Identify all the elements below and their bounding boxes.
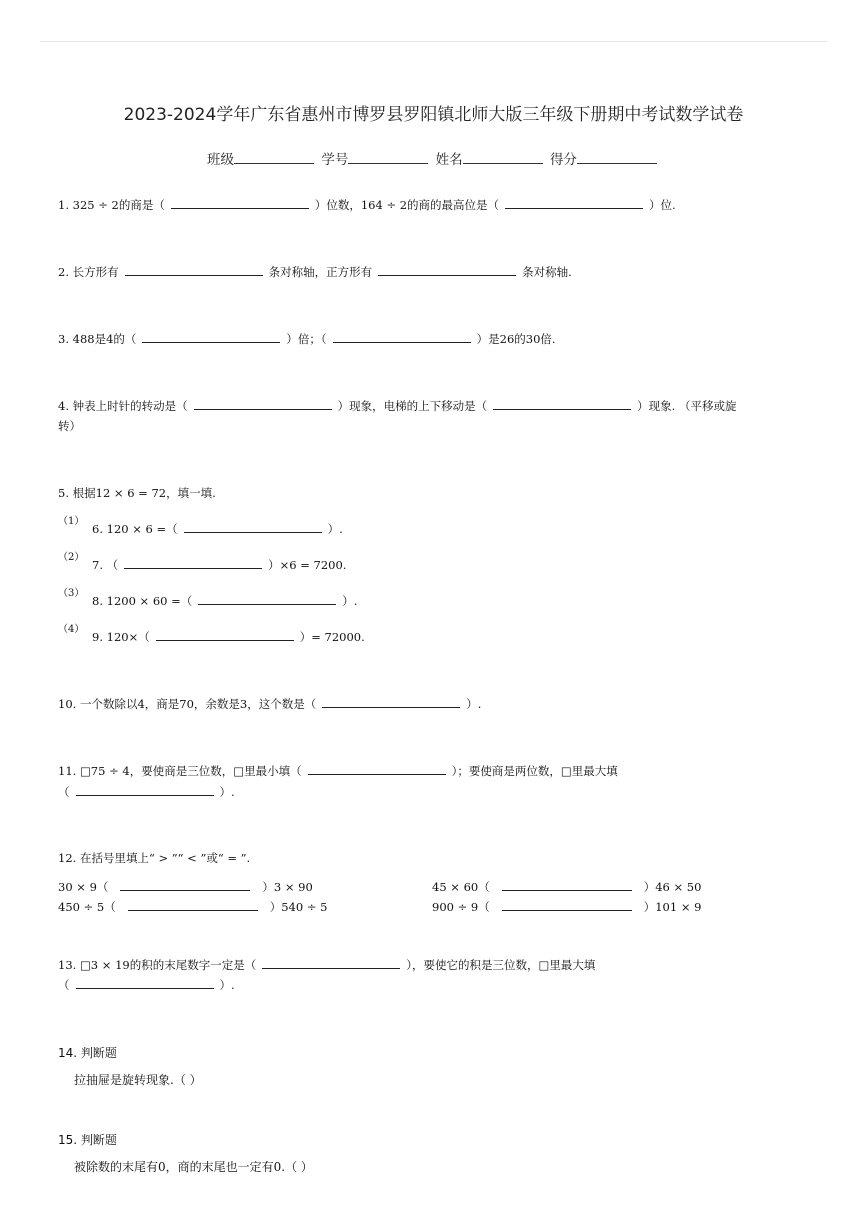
answer-blank[interactable] <box>156 629 294 641</box>
name-field[interactable] <box>463 151 543 164</box>
answer-blank[interactable] <box>128 899 258 911</box>
top-rule <box>40 41 827 42</box>
question-4-cont: 转） <box>58 419 81 433</box>
answer-blank[interactable] <box>76 784 214 796</box>
answer-blank[interactable] <box>124 557 262 569</box>
student-info-line <box>0 148 867 168</box>
answer-blank[interactable] <box>120 879 250 891</box>
question-14-body: 拉抽屉是旋转现象.（ ） <box>74 1073 202 1087</box>
question-11-cont: （ ）. <box>58 785 235 799</box>
question-13: 13. □3 × 19的积的末尾数字一定是（ ），要使它的积是三位数，□里最大填 <box>58 958 596 972</box>
sub-question-7: 7. （ ）×6 = 7200. <box>92 558 347 572</box>
answer-blank[interactable] <box>262 957 400 969</box>
class-label: 班级 <box>207 152 235 168</box>
question-13-cont: （ ）. <box>58 978 235 992</box>
name-label: 姓名 <box>435 152 463 168</box>
answer-blank[interactable] <box>502 899 632 911</box>
answer-blank[interactable] <box>322 696 460 708</box>
answer-blank[interactable] <box>184 521 322 533</box>
answer-blank[interactable] <box>125 264 263 276</box>
compare-item: 450 ÷ 5（ ）540 ÷ 5 <box>58 900 328 914</box>
question-5: 5. 根据12 × 6 = 72，填一填. <box>58 486 216 500</box>
answer-blank[interactable] <box>171 197 309 209</box>
student-id-field[interactable] <box>348 151 428 164</box>
question-10: 10. 一个数除以4，商是70，余数是3，这个数是（ ）. <box>58 697 482 711</box>
answer-blank[interactable] <box>502 879 632 891</box>
answer-blank[interactable] <box>198 593 336 605</box>
question-12: 12. 在括号里填上“ > ”“ < ”或“ = ”. <box>58 851 251 865</box>
question-2: 2. 长方形有 条对称轴，正方形有 条对称轴. <box>58 265 572 279</box>
student-id-label: 学号 <box>321 152 349 168</box>
answer-blank[interactable] <box>378 264 516 276</box>
compare-item: 45 × 60（ ）46 × 50 <box>432 880 702 894</box>
sub-tag: （4） <box>58 624 85 635</box>
answer-blank[interactable] <box>308 763 446 775</box>
score-field[interactable] <box>577 151 657 164</box>
question-14-title: 14. 判断题 <box>58 1046 117 1060</box>
sub-question-9: 9. 120×（ ）= 72000. <box>92 630 365 644</box>
question-15-title: 15. 判断题 <box>58 1133 117 1147</box>
answer-blank[interactable] <box>76 977 214 989</box>
compare-item: 900 ÷ 9（ ）101 × 9 <box>432 900 702 914</box>
class-field[interactable] <box>234 151 314 164</box>
sub-tag: （3） <box>58 588 85 599</box>
sub-tag: （1） <box>58 516 85 527</box>
question-11: 11. □75 ÷ 4，要使商是三位数，□里最小填（ ）；要使商是两位数，□里最大填 <box>58 764 618 778</box>
compare-item: 30 × 9（ ）3 × 90 <box>58 880 313 894</box>
question-4: 4. 钟表上时针的转动是（ ）现象，电梯的上下移动是（ ）现象. （平移或旋 <box>58 399 737 413</box>
answer-blank[interactable] <box>142 331 280 343</box>
question-15-body: 被除数的末尾有0，商的末尾也一定有0.（ ） <box>74 1160 313 1174</box>
sub-tag: （2） <box>58 552 85 563</box>
answer-blank[interactable] <box>505 197 643 209</box>
question-1: 1. 325 ÷ 2的商是（ ）位数，164 ÷ 2的商的最高位是（ ）位. <box>58 198 676 212</box>
sub-question-8: 8. 1200 × 60 =（ ）. <box>92 594 358 608</box>
page-title: 2023-2024学年广东省惠州市博罗县罗阳镇北师大版三年级下册期中考试数学试卷 <box>123 105 744 125</box>
score-label: 得分 <box>549 152 577 168</box>
sub-question-6: 6. 120 × 6 =（ ）. <box>92 522 343 536</box>
answer-blank[interactable] <box>333 331 471 343</box>
question-3: 3. 488是4的（ ）倍；（ ）是26的30倍. <box>58 332 556 346</box>
answer-blank[interactable] <box>493 398 631 410</box>
answer-blank[interactable] <box>194 398 332 410</box>
